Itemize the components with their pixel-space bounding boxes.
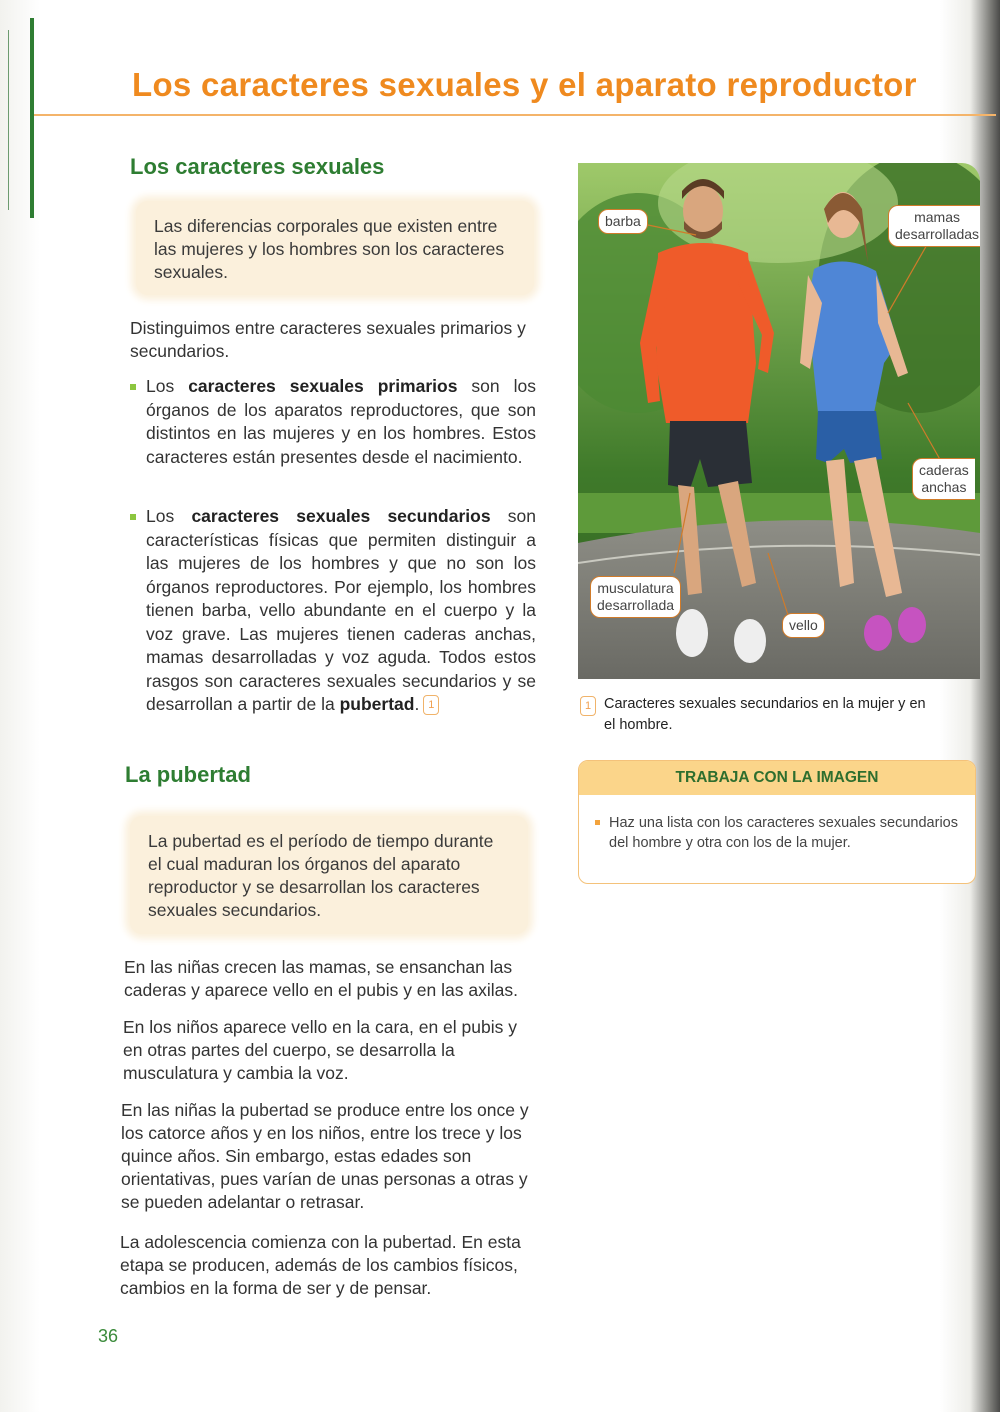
binding-stripe [30,18,34,218]
label-caderas [912,458,975,500]
definition-text-pubertad: La pubertad es el período de tiempo durante el cual maduran los órganos del aparato reproductor y se desarrollan los caracteres sexuales secundarios. [148,831,494,920]
paragraph-edades: En las niñas la pubertad se produce entre los once y los catorce años y en los niños, entre los trece y los quince años. Sin embargo, estas edades son orientativas, pues varían de unas personas a otras y se pueden adelantar o retrasar. [121,1100,529,1212]
label-line: desarrolladas [895,226,980,242]
binding-line [8,30,9,210]
activity-heading: TRABAJA CON LA IMAGEN [579,761,975,795]
definition-box-caracteres [136,201,534,295]
figure-caption-text: Caracteres sexuales secundarios en la mujer y en el hombre. [604,696,926,733]
bullet-bold-term: pubertad [339,694,415,714]
label-mamas [888,205,980,247]
bullet-text: Los [146,376,189,396]
section-heading-caracteres: Los caracteres sexuales [130,154,385,179]
page-title: Los caracteres sexuales y el aparato reproductor [132,66,917,103]
figure-number-icon: 1 [580,696,596,716]
bullet-text: son los órganos de los aparatos reproductores, que son distintos en las mujeres y en los hombres. Estos caracteres están presentes desde el nacimiento. [146,376,537,467]
title-divider [34,114,996,116]
label-line: mamas [914,209,960,225]
bullet-text: son características físicas que permiten distinguir a las mujeres de los hombres y que no son los órganos reproductores. Por ejemplo, los hombres tienen barba, vello abundante en el cuerpo y la voz grave. Las mujeres tienen caderas anchas, mamas desarrolladas y voz aguda. Todos estos rasgos son caracteres sexuales secundarios y se desarrollan a partir de la [146,506,536,714]
label-line: anchas [921,479,967,495]
label-line: musculatura [597,580,674,596]
page-number: 36 [98,1326,119,1346]
figure-reference-icon[interactable]: 1 [423,695,439,715]
bullet-marker [595,820,600,825]
paragraph-ninas: En las niñas crecen las mamas, se ensanchan las caderas y aparece vello en el pubis y en las axilas. [124,957,518,1000]
bullet-text: Los [146,506,192,526]
activity-box [578,760,976,884]
label-vello: vello [782,613,825,638]
figure-caption [580,694,940,736]
bullet-text: . [414,694,420,714]
activity-item-text: Haz una lista con los caracteres sexuales secundarios del hombre y otra con los de la mujer. [609,815,958,851]
bullet-secundarios [146,505,536,717]
section-heading-pubertad: La pubertad [125,762,251,787]
label-barba: barba [598,209,648,234]
definition-text-caracteres: Las diferencias corporales que existen entre las mujeres y los hombres son los caracteres sexuales. [154,216,505,282]
bullet-bold-term: caracteres sexuales primarios [188,376,458,396]
bullet-primarios [146,375,536,469]
runners-photo [578,163,980,679]
definition-box-pubertad [130,816,528,934]
bullet-bold-term: caracteres sexuales secundarios [191,506,491,526]
bullet-marker [130,384,136,390]
paragraph-ninos: En los niños aparece vello en la cara, en el pubis y en otras partes del cuerpo, se desarrolla la musculatura y cambia la voz. [123,1017,517,1083]
intro-paragraph: Distinguimos entre caracteres sexuales primarios y secundarios. [130,318,526,361]
label-line: caderas [919,462,969,478]
paragraph-adolescencia: La adolescencia comienza con la pubertad. En esta etapa se producen, además de los cambios físicos, cambios en la forma de ser y de pensar. [120,1232,521,1298]
activity-item [609,813,965,853]
bullet-marker [130,514,136,520]
label-musculatura [590,576,681,618]
label-line: desarrollada [597,597,675,613]
